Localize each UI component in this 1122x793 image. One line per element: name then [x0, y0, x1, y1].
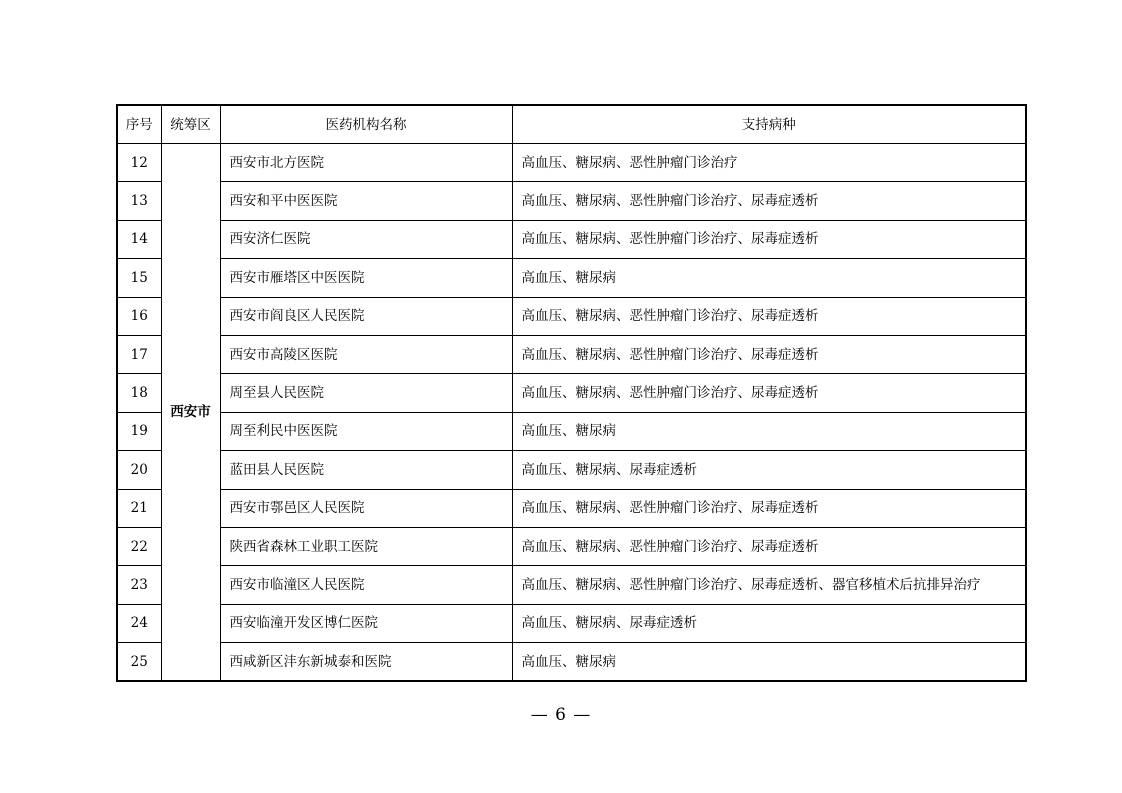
table-row [117, 643, 1026, 682]
row-seq: 25 [117, 643, 161, 682]
row-seq: 20 [117, 451, 161, 489]
row-supported-diseases: 高血压、糖尿病、恶性肿瘤门诊治疗、尿毒症透析 [512, 527, 1026, 565]
header-region: 统筹区 [161, 105, 220, 144]
table-row [117, 527, 1026, 565]
row-institution-name: 西安济仁医院 [220, 220, 512, 258]
header-institution: 医药机构名称 [220, 105, 512, 144]
row-supported-diseases: 高血压、糖尿病、恶性肿瘤门诊治疗、尿毒症透析 [512, 297, 1026, 335]
table-row [117, 374, 1026, 412]
table-row [117, 566, 1026, 604]
row-seq: 21 [117, 489, 161, 527]
page-number: — 6 — [530, 705, 592, 725]
row-supported-diseases: 高血压、糖尿病、恶性肿瘤门诊治疗、尿毒症透析 [512, 374, 1026, 412]
table-row [117, 220, 1026, 258]
table-row [117, 182, 1026, 220]
table-row [117, 489, 1026, 527]
row-seq: 12 [117, 144, 161, 182]
row-seq: 16 [117, 297, 161, 335]
row-seq: 23 [117, 566, 161, 604]
row-seq: 17 [117, 335, 161, 373]
table-row [117, 412, 1026, 450]
row-supported-diseases: 高血压、糖尿病、尿毒症透析 [512, 604, 1026, 642]
region-cell: 西安市 [161, 144, 220, 682]
header-seq: 序号 [117, 105, 161, 144]
row-institution-name: 西安市北方医院 [220, 144, 512, 182]
row-institution-name: 蓝田县人民医院 [220, 451, 512, 489]
row-supported-diseases: 高血压、糖尿病、恶性肿瘤门诊治疗、尿毒症透析 [512, 489, 1026, 527]
table-row [117, 451, 1026, 489]
row-institution-name: 西安市临潼区人民医院 [220, 566, 512, 604]
table-row [117, 335, 1026, 373]
row-institution-name: 西安市阎良区人民医院 [220, 297, 512, 335]
row-institution-name: 西安和平中医医院 [220, 182, 512, 220]
row-institution-name: 陕西省森林工业职工医院 [220, 527, 512, 565]
row-supported-diseases: 高血压、糖尿病 [512, 259, 1026, 297]
row-institution-name: 周至县人民医院 [220, 374, 512, 412]
table-row [117, 144, 1026, 182]
row-institution-name: 西安市雁塔区中医医院 [220, 259, 512, 297]
header-diseases: 支持病种 [512, 105, 1026, 144]
row-supported-diseases: 高血压、糖尿病、尿毒症透析 [512, 451, 1026, 489]
row-supported-diseases: 高血压、糖尿病、恶性肿瘤门诊治疗、尿毒症透析、器官移植术后抗排异治疗 [512, 566, 1026, 604]
row-seq: 15 [117, 259, 161, 297]
table-row [117, 259, 1026, 297]
table-header-row [117, 105, 1026, 144]
row-supported-diseases: 高血压、糖尿病、恶性肿瘤门诊治疗、尿毒症透析 [512, 335, 1026, 373]
row-institution-name: 西安市鄠邑区人民医院 [220, 489, 512, 527]
row-seq: 22 [117, 527, 161, 565]
table-row [117, 604, 1026, 642]
row-supported-diseases: 高血压、糖尿病 [512, 643, 1026, 682]
row-institution-name: 西安临潼开发区博仁医院 [220, 604, 512, 642]
row-seq: 24 [117, 604, 161, 642]
row-institution-name: 西安市高陵区医院 [220, 335, 512, 373]
institution-table [116, 104, 1027, 682]
row-supported-diseases: 高血压、糖尿病 [512, 412, 1026, 450]
row-supported-diseases: 高血压、糖尿病、恶性肿瘤门诊治疗、尿毒症透析 [512, 220, 1026, 258]
row-institution-name: 西咸新区沣东新城泰和医院 [220, 643, 512, 682]
table-body [117, 144, 1026, 682]
row-seq: 13 [117, 182, 161, 220]
row-supported-diseases: 高血压、糖尿病、恶性肿瘤门诊治疗 [512, 144, 1026, 182]
table-row [117, 297, 1026, 335]
row-supported-diseases: 高血压、糖尿病、恶性肿瘤门诊治疗、尿毒症透析 [512, 182, 1026, 220]
row-seq: 14 [117, 220, 161, 258]
row-seq: 18 [117, 374, 161, 412]
row-seq: 19 [117, 412, 161, 450]
row-institution-name: 周至利民中医医院 [220, 412, 512, 450]
